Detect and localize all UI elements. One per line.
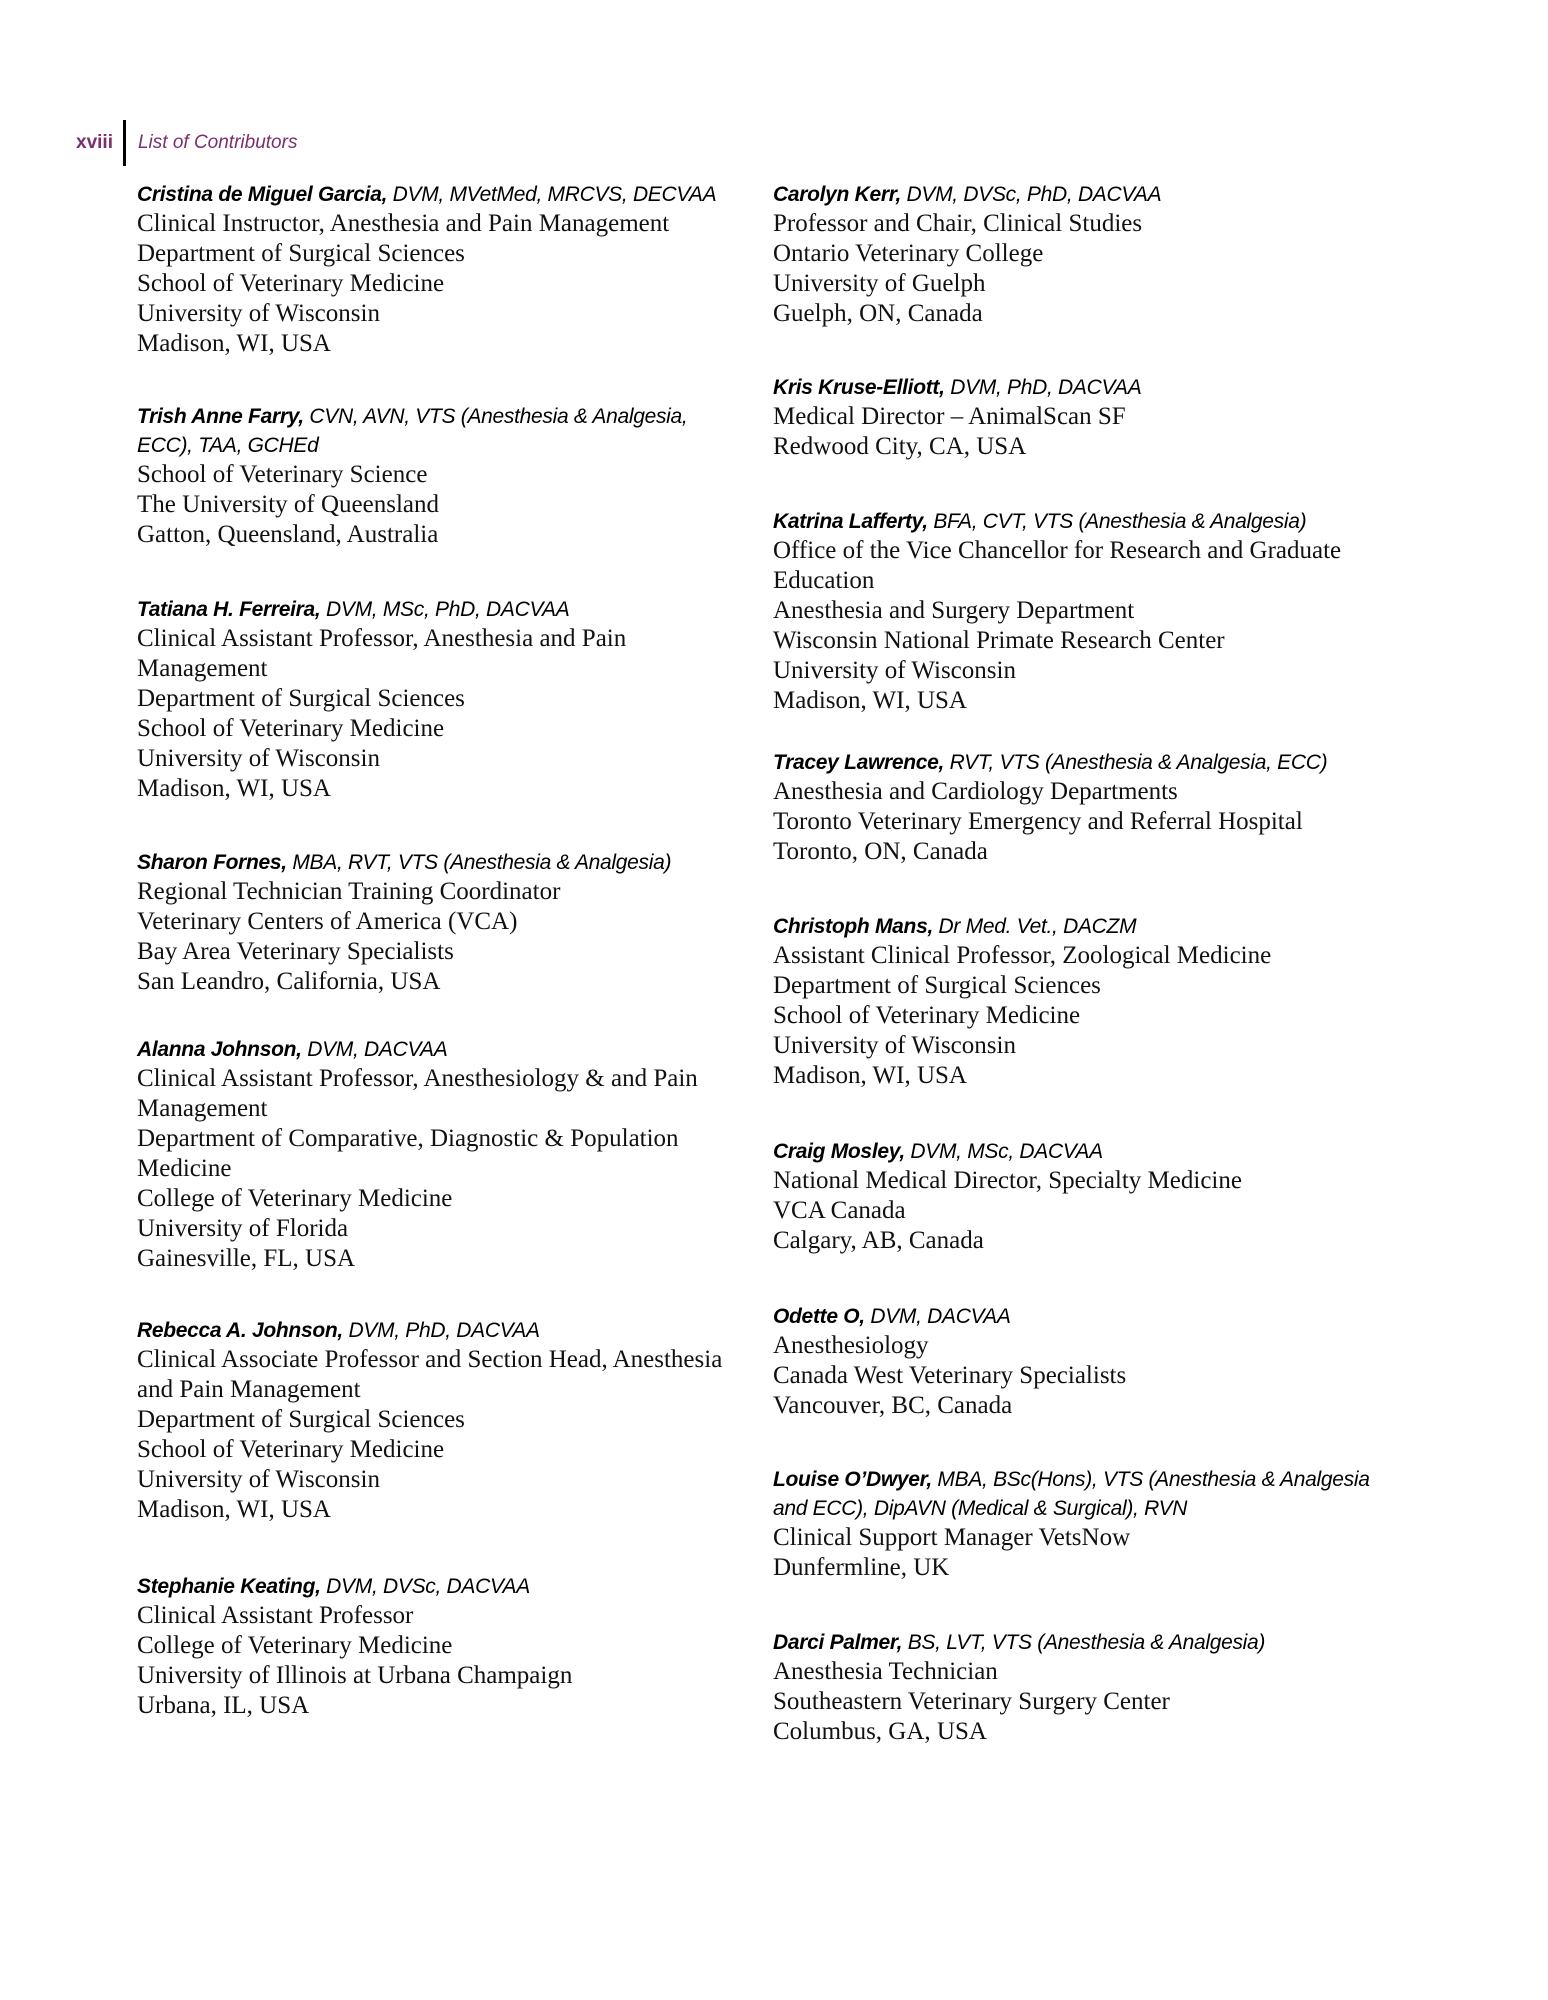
contributor-name: Rebecca A. Johnson, <box>137 1319 343 1342</box>
contributor-credentials: DVM, DACVAA <box>301 1038 448 1061</box>
affiliation-line: Department of Surgical Sciences <box>137 1406 465 1433</box>
affiliation-line: University of Wisconsin <box>773 1032 1016 1059</box>
header-divider <box>123 120 126 166</box>
affiliation-line: The University of Queensland <box>137 491 440 518</box>
affiliation-line: School of Veterinary Medicine <box>137 715 445 742</box>
affiliation-line: University of Illinois at Urbana Champaign <box>137 1662 573 1689</box>
affiliation-line: Clinical Associate Professor and Section Head, Anesthesia and Pain Management <box>137 1346 723 1403</box>
affiliation-line: Guelph, ON, Canada <box>773 300 983 327</box>
contributor-name: Darci Palmer, <box>773 1631 903 1654</box>
contributor-name-line <box>773 1137 1242 1166</box>
affiliation-line: University of Florida <box>137 1215 349 1242</box>
contributor-name-line <box>773 748 1327 777</box>
contributor-entry <box>773 912 1271 1091</box>
affiliation-line: University of Wisconsin <box>137 300 380 327</box>
affiliation-line: Ontario Veterinary College <box>773 240 1044 267</box>
contributor-name-line <box>137 848 671 877</box>
contributor-name-line <box>773 507 1393 536</box>
affiliation-line: Anesthesia and Surgery Department <box>773 597 1135 624</box>
affiliation-line: School of Veterinary Medicine <box>137 1436 445 1463</box>
contributor-entry <box>773 1465 1393 1583</box>
affiliation-line: Anesthesia and Cardiology Departments <box>773 778 1178 805</box>
contributor-name-line <box>137 1316 737 1345</box>
contributor-name: Katrina Lafferty, <box>773 510 928 533</box>
contributor-name-line <box>137 1572 572 1601</box>
affiliation-line: San Leandro, California, USA <box>137 968 441 995</box>
affiliation-line: Veterinary Centers of America (VCA) <box>137 908 518 935</box>
contributor-credentials: DVM, PhD, DACVAA <box>342 1319 540 1342</box>
affiliation-line: Anesthesiology <box>773 1332 929 1359</box>
contributor-credentials: DVM, MSc, DACVAA <box>904 1140 1103 1163</box>
contributor-name-line <box>773 1628 1265 1657</box>
affiliation-line: University of Guelph <box>773 270 986 297</box>
contributor-credentials: BS, LVT, VTS (Anesthesia & Analgesia) <box>902 1631 1266 1654</box>
contributor-credentials: MBA, RVT, VTS (Anesthesia & Analgesia) <box>286 851 672 874</box>
contributor-entry <box>773 180 1161 329</box>
contributor-name-line <box>773 912 1271 941</box>
contributor-name: Tracey Lawrence, <box>773 751 945 774</box>
contributor-entry <box>137 180 716 359</box>
contributor-credentials: DVM, DACVAA <box>864 1305 1011 1328</box>
contributor-name: Trish Anne Farry, <box>137 405 304 428</box>
running-title: List of Contributors <box>137 132 298 153</box>
contributor-entry <box>137 1035 737 1274</box>
contributor-entry <box>137 1572 572 1721</box>
contributor-name: Louise O’Dwyer, <box>773 1468 932 1491</box>
affiliation-line: School of Veterinary Medicine <box>773 1002 1081 1029</box>
page-number: xviii <box>76 132 113 153</box>
affiliation-line: Assistant Clinical Professor, Zoological Medicine <box>773 942 1272 969</box>
affiliation-line: Clinical Assistant Professor, Anesthesia and Pain Management <box>137 625 627 682</box>
affiliation-line: Madison, WI, USA <box>773 687 967 714</box>
running-header <box>76 120 297 166</box>
affiliation-line: Madison, WI, USA <box>773 1062 967 1089</box>
affiliation-line: Clinical Assistant Professor, Anesthesiology & and Pain Management <box>137 1065 698 1122</box>
contributor-name: Stephanie Keating, <box>137 1575 321 1598</box>
affiliation-line: University of Wisconsin <box>773 657 1016 684</box>
affiliation-line: Madison, WI, USA <box>137 1496 331 1523</box>
contributor-name-line <box>773 373 1141 402</box>
contributor-name-line <box>137 180 716 209</box>
affiliation-line: University of Wisconsin <box>137 745 380 772</box>
contributor-entry <box>773 1628 1265 1747</box>
affiliation-line: Gainesville, FL, USA <box>137 1245 356 1272</box>
affiliation-line: Gatton, Queensland, Australia <box>137 521 439 548</box>
affiliation-line: Office of the Vice Chancellor for Research and Graduate Education <box>773 537 1342 594</box>
contributor-entry <box>773 373 1141 462</box>
contributor-credentials: DVM, MSc, PhD, DACVAA <box>320 598 570 621</box>
affiliation-line: University of Wisconsin <box>137 1466 380 1493</box>
affiliation-line: VCA Canada <box>773 1197 906 1224</box>
affiliation-line: Bay Area Veterinary Specialists <box>137 938 454 965</box>
contributor-credentials: CVN, AVN, VTS (Anesthesia & Analgesia, ECC), TAA, GCHEd <box>137 405 688 457</box>
contributor-name-line <box>773 1302 1126 1331</box>
affiliation-line: Professor and Chair, Clinical Studies <box>773 210 1143 237</box>
contributor-entry <box>773 1137 1242 1256</box>
affiliation-line: School of Veterinary Science <box>137 461 428 488</box>
affiliation-line: Toronto Veterinary Emergency and Referral Hospital <box>773 808 1303 835</box>
contributor-name: Carolyn Kerr, <box>773 183 901 206</box>
contributor-entry <box>773 1302 1126 1421</box>
affiliation-line: Madison, WI, USA <box>137 775 331 802</box>
affiliation-line: Medical Director – AnimalScan SF <box>773 403 1126 430</box>
affiliation-line: Vancouver, BC, Canada <box>773 1392 1013 1419</box>
contributor-name: Christoph Mans, <box>773 915 934 938</box>
contributor-name: Kris Kruse-Elliott, <box>773 376 945 399</box>
contributor-name: Tatiana H. Ferreira, <box>137 598 321 621</box>
affiliation-line: Department of Surgical Sciences <box>137 240 465 267</box>
contributor-name: Alanna Johnson, <box>137 1038 302 1061</box>
contributor-name-line <box>137 1035 737 1064</box>
contributor-name-line <box>137 402 737 460</box>
affiliation-line: Clinical Instructor, Anesthesia and Pain Management <box>137 210 670 237</box>
affiliation-line: School of Veterinary Medicine <box>137 270 445 297</box>
contributor-name-line <box>773 1465 1393 1523</box>
affiliation-line: Canada West Veterinary Specialists <box>773 1362 1127 1389</box>
affiliation-line: Department of Surgical Sciences <box>773 972 1101 999</box>
contributor-credentials: Dr Med. Vet., DACZM <box>933 915 1137 938</box>
affiliation-line: Regional Technician Training Coordinator <box>137 878 561 905</box>
affiliation-line: Wisconsin National Primate Research Center <box>773 627 1225 654</box>
contributor-credentials: DVM, DVSc, PhD, DACVAA <box>901 183 1162 206</box>
contributor-name-line <box>773 180 1161 209</box>
affiliation-line: Department of Comparative, Diagnostic & Population Medicine <box>137 1125 679 1182</box>
contributor-credentials: DVM, PhD, DACVAA <box>944 376 1142 399</box>
affiliation-line: College of Veterinary Medicine <box>137 1632 453 1659</box>
affiliation-line: Columbus, GA, USA <box>773 1718 987 1745</box>
contributor-entry <box>137 1316 737 1525</box>
contributor-entry <box>137 595 737 804</box>
contributor-entry <box>773 748 1327 867</box>
contributor-credentials: DVM, DVSc, DACVAA <box>320 1575 530 1598</box>
contributor-credentials: BFA, CVT, VTS (Anesthesia & Analgesia) <box>927 510 1307 533</box>
contributor-credentials: MBA, BSc(Hons), VTS (Anesthesia & Analgesia and ECC), DipAVN (Medical & Surgical), RVN <box>773 1468 1370 1520</box>
affiliation-line: Anesthesia Technician <box>773 1658 998 1685</box>
affiliation-line: Urbana, IL, USA <box>137 1692 310 1719</box>
affiliation-line: Toronto, ON, Canada <box>773 838 988 865</box>
affiliation-line: Clinical Support Manager VetsNow <box>773 1524 1131 1551</box>
contributor-name-line <box>137 595 737 624</box>
contributor-name: Sharon Fornes, <box>137 851 287 874</box>
affiliation-line: Department of Surgical Sciences <box>137 685 465 712</box>
affiliation-line: College of Veterinary Medicine <box>137 1185 453 1212</box>
affiliation-line: National Medical Director, Specialty Medicine <box>773 1167 1242 1194</box>
contributor-entry <box>137 848 671 997</box>
affiliation-line: Clinical Assistant Professor <box>137 1602 414 1629</box>
contributor-entry <box>137 402 737 550</box>
contributor-credentials: RVT, VTS (Anesthesia & Analgesia, ECC) <box>944 751 1328 774</box>
affiliation-line: Dunfermline, UK <box>773 1554 950 1581</box>
contributor-name: Cristina de Miguel Garcia, <box>137 183 388 206</box>
affiliation-line: Southeastern Veterinary Surgery Center <box>773 1688 1170 1715</box>
contributor-name: Craig Mosley, <box>773 1140 905 1163</box>
affiliation-line: Calgary, AB, Canada <box>773 1227 984 1254</box>
affiliation-line: Redwood City, CA, USA <box>773 433 1027 460</box>
contributor-credentials: DVM, MVetMed, MRCVS, DECVAA <box>387 183 717 206</box>
contributor-entry <box>773 507 1393 716</box>
affiliation-line: Madison, WI, USA <box>137 330 331 357</box>
contributor-name: Odette O, <box>773 1305 865 1328</box>
